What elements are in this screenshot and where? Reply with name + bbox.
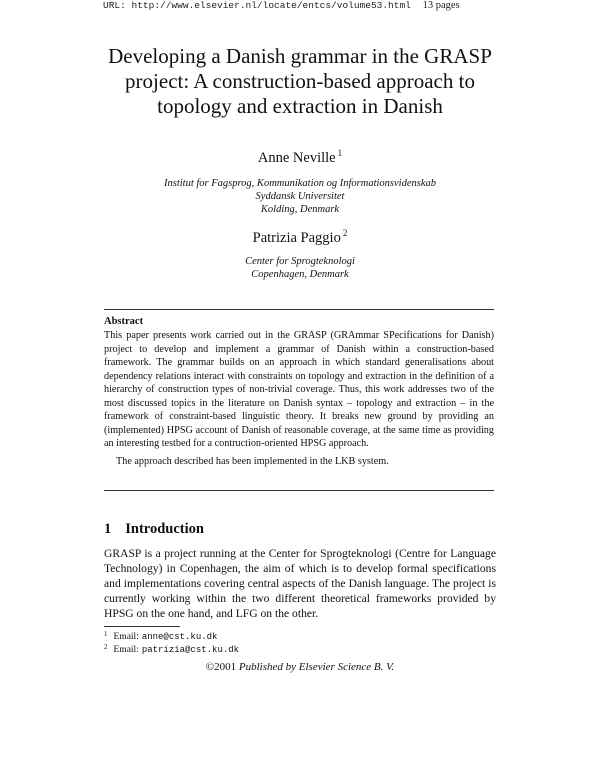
source-url-line bbox=[103, 0, 460, 11]
author-1-affiliation bbox=[100, 177, 500, 216]
title-line-3: topology and extraction in Danish bbox=[157, 94, 443, 118]
footnote-mark: 2 bbox=[104, 643, 108, 651]
page-count: 13 pages bbox=[422, 0, 460, 11]
author-1 bbox=[100, 148, 500, 167]
source-url[interactable]: http://www.elsevier.nl/locate/entcs/volume53.html bbox=[131, 0, 411, 11]
section-number: 1 bbox=[104, 521, 112, 537]
abstract-paragraph-1: This paper presents work carried out in the GRASP (GRAmmar SPecifications for Danish) project to develop and implement a grammar of Danish within a construction-based framework. The grammar builds on an approach in which standard generalisations about dependency relations interact with constraints on topology and extraction in the definition of a hierarchy of construction types of non-trivial coverage. Thus, this work addresses two of the most discussed topics in the literature on Danish syntax – topology and extraction – in the framework of constraint-based linguistic theory. It breaks new ground by providing an (implemented) HPSG account of Danish of reasonable coverage, at the same time as providing an interesting testbed for a contruction-oriented HPSG approach. bbox=[104, 330, 494, 449]
section-title: Introduction bbox=[125, 521, 204, 537]
footnote-label: Email: bbox=[113, 632, 139, 642]
section-heading-introduction bbox=[104, 521, 204, 538]
publisher-line bbox=[100, 661, 500, 673]
copyright-mark: ©2001 bbox=[205, 661, 237, 673]
abstract-box bbox=[104, 309, 494, 491]
footnote-label: Email: bbox=[113, 645, 139, 655]
paper-title bbox=[100, 44, 500, 119]
author-1-footnote-mark: 1 bbox=[337, 148, 343, 158]
footnote-2 bbox=[104, 643, 239, 655]
author-2-footnote-mark: 2 bbox=[342, 228, 348, 238]
introduction-paragraph: GRASP is a project running at the Center for Sprogteknologi (Centre for Language Technology) in Copenhagen, the aim of which is to develop formal specifications and implementations covering central aspects of the Danish language. The project is currently working within the two different theoretical frameworks provided by HPSG on the one hand, and LFG on the other. bbox=[104, 547, 496, 620]
title-line-2: project: A construction-based approach to bbox=[125, 69, 475, 93]
abstract-heading: Abstract bbox=[104, 316, 144, 327]
affiliation-line: Institut for Fagsprog, Kommunikation og Informationsvidenskab bbox=[163, 178, 437, 189]
publisher-text: Published by Elsevier Science B. V. bbox=[238, 661, 395, 673]
footnote-mark: 1 bbox=[104, 630, 108, 638]
author-2-affiliation bbox=[100, 255, 500, 281]
affiliation-line: Syddansk Universitet bbox=[255, 191, 345, 202]
title-line-1: Developing a Danish grammar in the GRASP bbox=[108, 44, 492, 68]
footnote-email[interactable]: patrizia@cst.ku.dk bbox=[141, 645, 240, 655]
footnote-email[interactable]: anne@cst.ku.dk bbox=[141, 632, 218, 642]
affiliation-line: Copenhagen, Denmark bbox=[251, 269, 349, 280]
footnote-1 bbox=[104, 630, 217, 642]
abstract-paragraph-2: The approach described has been implemented in the LKB system. bbox=[116, 455, 389, 467]
footnote-divider bbox=[104, 626, 180, 627]
author-2-name: Patrizia Paggio bbox=[252, 230, 341, 246]
author-1-name: Anne Neville bbox=[257, 150, 336, 166]
affiliation-line: Center for Sprogteknologi bbox=[245, 256, 355, 267]
author-2 bbox=[100, 228, 500, 247]
affiliation-line: Kolding, Denmark bbox=[260, 204, 340, 215]
url-label: URL: bbox=[103, 0, 126, 11]
